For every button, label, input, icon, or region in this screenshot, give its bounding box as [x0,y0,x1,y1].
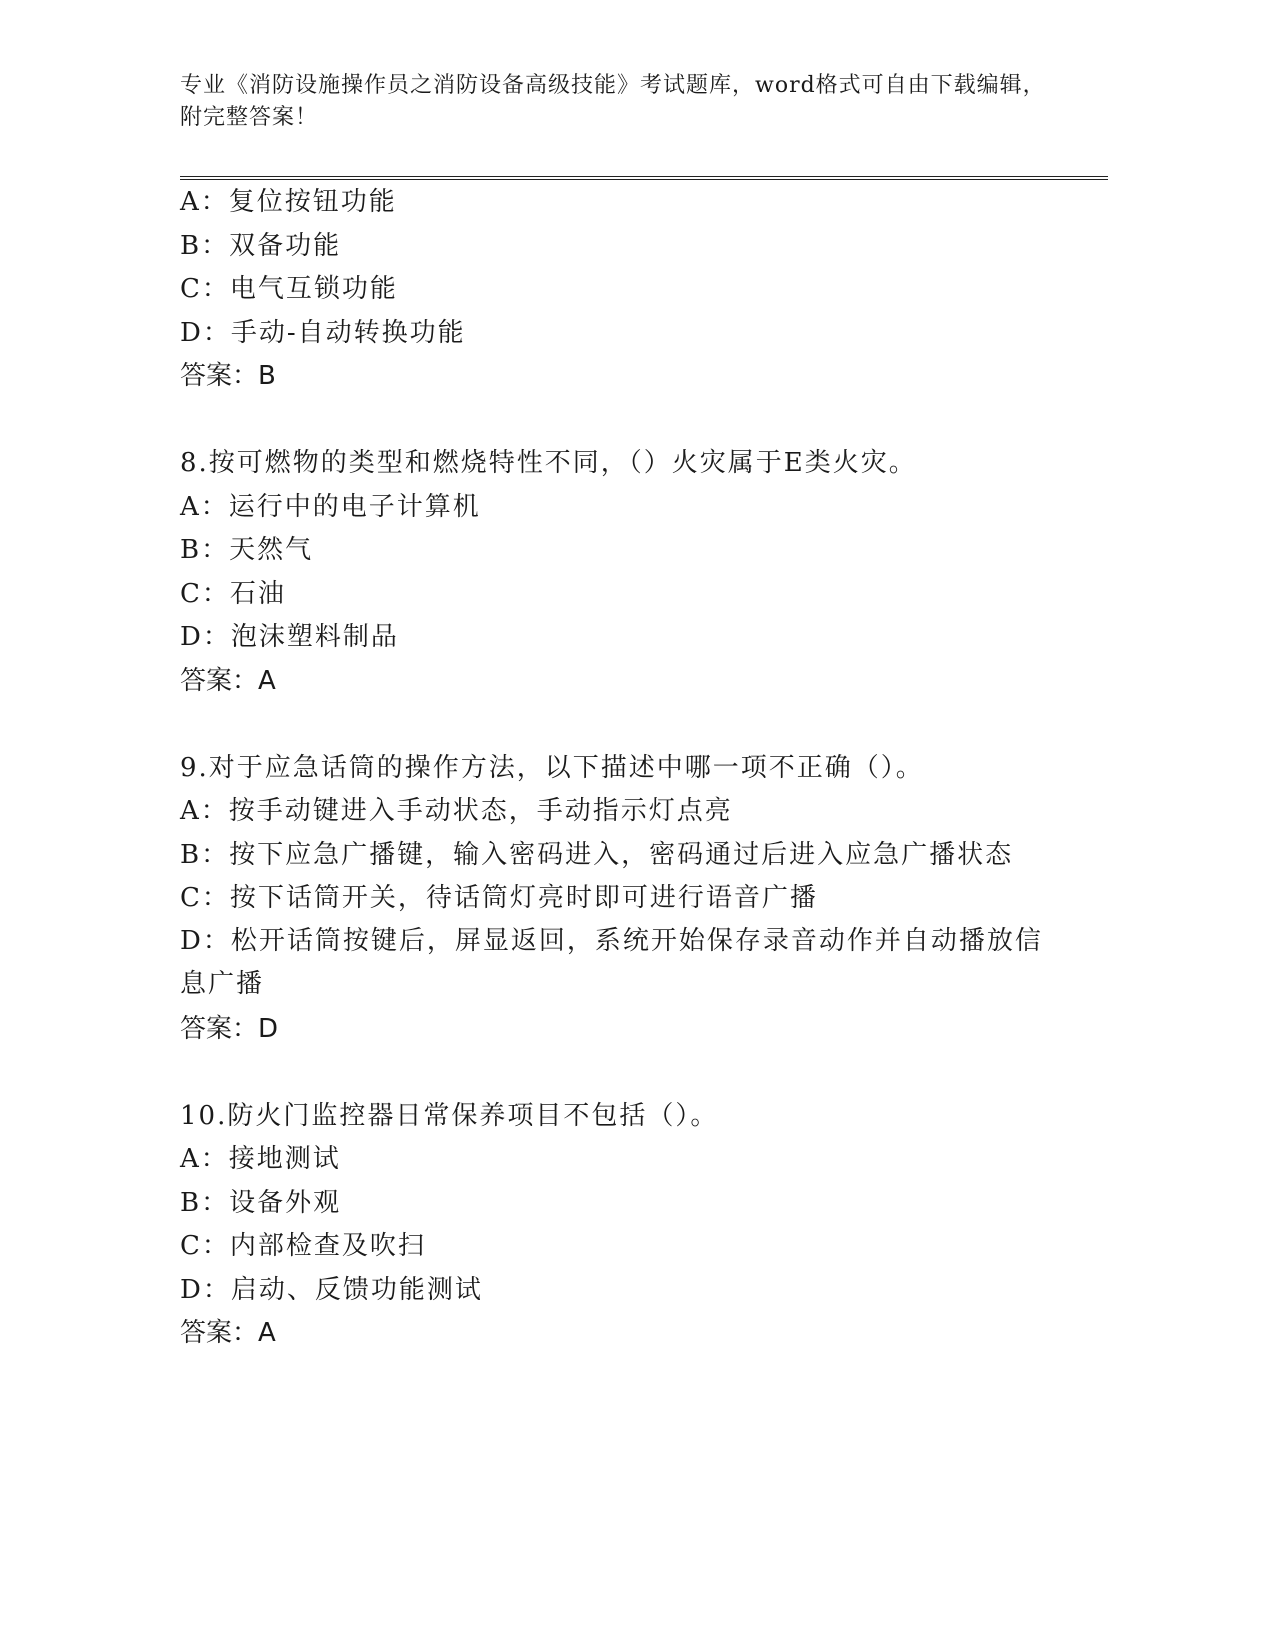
option-b: B：按下应急广播键，输入密码进入，密码通过后进入应急广播状态 [180,839,1014,870]
answer: 答案：A [180,665,276,696]
answer: 答案：B [180,361,276,391]
option-c: C：电气互锁功能 [180,274,398,304]
document-header: 专业《消防设施操作员之消防设备高级技能》考试题库，word格式可自由下载编辑，附完整答案！ [180,73,1046,130]
option-b: B：设备外观 [180,1187,342,1218]
option-a: A：运行中的电子计算机 [180,491,481,522]
option-b: B：天然气 [180,535,314,565]
question-7 [180,185,1060,393]
option-c: C：内部检查及吹扫 [180,1231,426,1261]
question-10 [180,1099,1060,1351]
option-d: D：手动-自动转换功能 [180,317,466,348]
question-9 [180,751,1060,1046]
option-a: A：复位按钮功能 [180,187,397,217]
header-divider [180,176,1108,180]
question-stem: 10.防火门监控器日常保养项目不包括（）。 [180,1100,719,1131]
option-a: A：按手动键进入手动状态，手动指示灯点亮 [180,796,733,826]
spacer [180,1055,1060,1099]
option-a: A：接地测试 [180,1144,341,1174]
question-stem: 8.按可燃物的类型和燃烧特性不同，（）火灾属于E类火灾。 [180,448,917,478]
question-8 [180,446,1060,698]
answer: 答案：A [180,1318,276,1348]
option-c: C：按下话筒开关，待话筒灯亮时即可进行语音广播 [180,883,818,913]
answer: 答案：D [180,1013,279,1044]
option-d: D：启动、反馈功能测试 [180,1274,483,1305]
option-c: C：石油 [180,578,286,609]
question-stem: 9.对于应急话筒的操作方法，以下描述中哪一项不正确（）。 [180,752,924,783]
option-b: B：双备功能 [180,230,342,261]
question-list [180,185,1060,1360]
spacer [180,707,1060,751]
option-d: D：松开话筒按键后，屏显返回，系统开始保存录音动作并自动播放信息广播 [180,925,1043,1000]
option-d: D：泡沫塑料制品 [180,622,399,652]
spacer [180,403,1060,447]
